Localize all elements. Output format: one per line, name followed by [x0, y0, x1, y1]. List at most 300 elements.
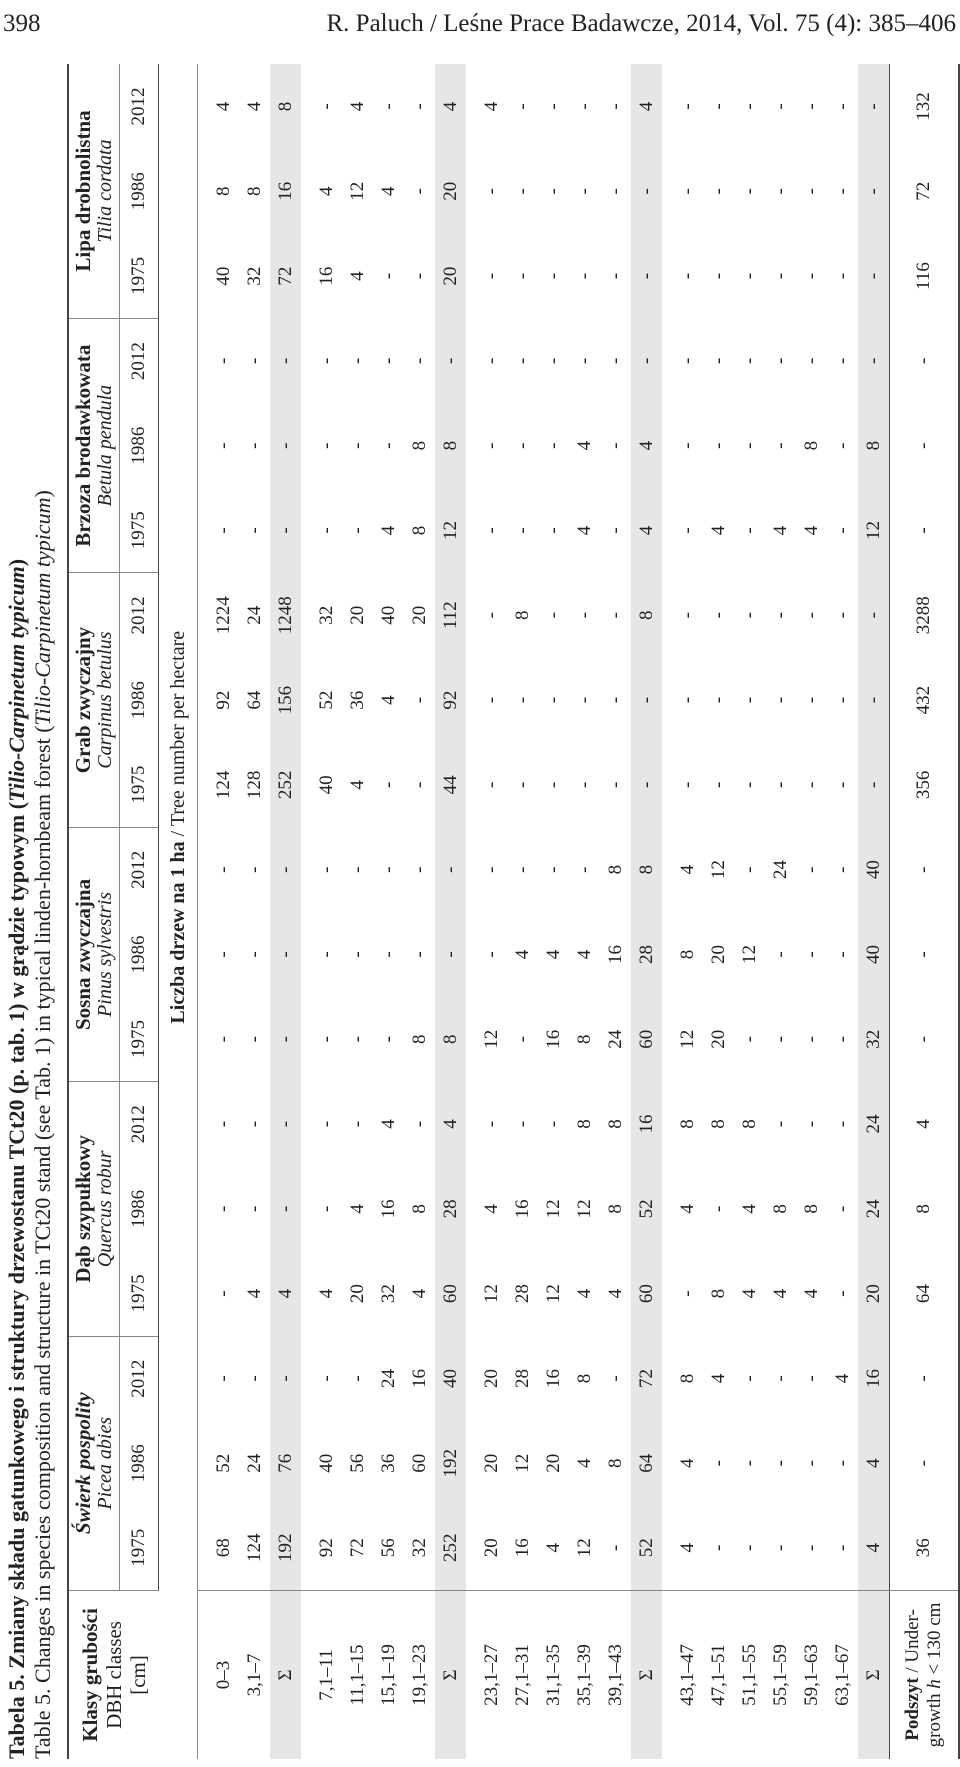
table-cell: - — [270, 488, 301, 573]
table-cell: - — [377, 781, 399, 789]
table-cell: - — [480, 866, 502, 873]
table-row — [466, 64, 507, 1759]
table-cell: - — [831, 612, 853, 619]
class-header: Klasy grubości DBH classes [cm] — [69, 1590, 159, 1759]
table-cell: - — [480, 272, 502, 280]
dbh-class: 23,1–27 — [466, 1590, 507, 1759]
table-cell: 4 — [890, 1082, 960, 1167]
table-cell: - — [769, 442, 791, 449]
table-row — [373, 64, 404, 1759]
table-cell: 128 — [243, 770, 265, 800]
table-cell: - — [707, 612, 729, 619]
table-cell: - — [315, 1375, 337, 1382]
table-cell: 4 — [800, 525, 822, 536]
table-cell: - — [831, 272, 853, 280]
year-header: 1986 — [120, 658, 159, 743]
table-cell: - — [346, 527, 368, 534]
table-cell: - — [511, 1120, 533, 1128]
table-cell: 4 — [480, 1204, 502, 1214]
table-cell: - — [542, 188, 564, 195]
table-cell: 64 — [890, 1251, 960, 1336]
table-cell: - — [573, 188, 595, 195]
table-cell: - — [480, 442, 502, 449]
table-cell: 4 — [408, 1288, 430, 1299]
table-cell: - — [769, 103, 791, 110]
dbh-class: 15,1–19 — [373, 1590, 404, 1759]
table-cell: 252 — [435, 1506, 466, 1591]
table-cell: - — [890, 827, 960, 912]
table-cell: - — [676, 1290, 698, 1297]
table-cell: 8 — [604, 1119, 626, 1129]
table-cell: - — [480, 527, 502, 534]
year-header: 1975 — [120, 234, 159, 319]
table-cell: 36 — [890, 1506, 960, 1591]
table-cell: - — [800, 696, 822, 704]
table-cell: - — [542, 866, 564, 873]
table-cell: 4 — [243, 101, 265, 112]
table-cell: 4 — [377, 525, 399, 536]
table-cell: - — [800, 781, 822, 789]
table-cell: 24 — [858, 1166, 890, 1251]
table-cell: 40 — [212, 266, 234, 286]
table-cell: - — [346, 866, 368, 873]
table-cell: - — [604, 103, 626, 110]
dbh-class: 31,1–35 — [538, 1590, 569, 1759]
table-cell: 4 — [542, 949, 564, 960]
table-cell: - — [800, 951, 822, 958]
table-cell: 12 — [858, 488, 890, 573]
table-cell: - — [890, 1421, 960, 1506]
table-cell: 4 — [377, 695, 399, 705]
table-cell: - — [604, 272, 626, 280]
table-cell: - — [631, 742, 662, 827]
species-header: Dąb szypułkowy Quercus robur — [69, 1082, 120, 1336]
table-cell: - — [831, 103, 853, 110]
table-cell: - — [377, 357, 399, 365]
table-cell: 40 — [315, 775, 337, 795]
table-cell: - — [480, 951, 502, 958]
table-cell: 40 — [435, 1336, 466, 1421]
table-cell: 4 — [631, 488, 662, 573]
table-cell: - — [738, 1460, 760, 1467]
dbh-class: 55,1–59 — [765, 1590, 796, 1759]
table-cell: 28 — [511, 1368, 533, 1388]
table-cell: 8 — [435, 403, 466, 488]
table-cell: 12 — [573, 1538, 595, 1558]
table-cell: - — [315, 442, 337, 449]
table-cell: - — [707, 1460, 729, 1467]
table-cell: 12 — [435, 488, 466, 573]
table-cell: - — [480, 188, 502, 195]
table-cell: 4 — [573, 1288, 595, 1299]
dbh-class: 63,1–67 — [827, 1590, 858, 1759]
table-cell: 8 — [800, 440, 822, 451]
table-cell: 4 — [573, 1458, 595, 1468]
dbh-class: Σ — [435, 1590, 466, 1759]
species-header: Grab zwyczajny Carpinus betulus — [69, 573, 120, 827]
table-cell: - — [511, 696, 533, 704]
table-cell: - — [738, 527, 760, 534]
table-cell: 8 — [769, 1204, 791, 1214]
table-cell: 4 — [315, 186, 337, 197]
table-cell: 60 — [408, 1453, 430, 1473]
table-cell: - — [831, 357, 853, 365]
table-cell: - — [831, 866, 853, 873]
year-header: 2012 — [120, 1082, 159, 1167]
table-cell: - — [408, 951, 430, 958]
table-cell: 8 — [435, 997, 466, 1082]
table-cell: 60 — [631, 997, 662, 1082]
table-cell: - — [315, 951, 337, 958]
table-cell: - — [243, 1205, 265, 1212]
table-cell: 12 — [738, 944, 760, 964]
table-cell: - — [858, 318, 890, 403]
running-head: R. Paluch / Leśne Prace Badawcze, 2014, Vol. 75 (4): 385–406 — [326, 10, 956, 37]
table-cell: - — [800, 1375, 822, 1382]
table-cell: - — [542, 442, 564, 449]
table-cell: - — [270, 1082, 301, 1167]
table-cell: 60 — [435, 1251, 466, 1336]
table-cell: 4 — [511, 949, 533, 960]
table-cell: 16 — [511, 1538, 533, 1558]
table-cell: 4 — [542, 1543, 564, 1553]
table-cell: - — [270, 1166, 301, 1251]
table-cell: 16 — [315, 266, 337, 286]
table-cell: - — [800, 612, 822, 619]
table-cell: 12 — [542, 1284, 564, 1304]
table-cell: 124 — [243, 1533, 265, 1563]
table-cell: 1248 — [270, 573, 301, 658]
table-cell: 4 — [377, 1119, 399, 1129]
table-cell: 112 — [435, 573, 466, 658]
table-cell: - — [676, 612, 698, 619]
dbh-class: 7,1–11 — [301, 1590, 342, 1759]
caption-polish: Tabela 5. Zmiany składu gatunkowego i struktury drzewostanu TCt20 (p. tab. 1) w grądzie typowym (Tilio-Carpinetum typicum) — [4, 558, 29, 1759]
table-cell: - — [377, 866, 399, 873]
table-cell: 20 — [858, 1251, 890, 1336]
table-cell: 252 — [270, 742, 301, 827]
sum-row — [858, 64, 890, 1759]
table-cell: 24 — [243, 605, 265, 625]
table-cell: 4 — [604, 1288, 626, 1299]
table-cell: 20 — [542, 1453, 564, 1473]
table-cell: 20 — [435, 234, 466, 319]
table-row — [301, 64, 342, 1759]
table-cell: 8 — [604, 1458, 626, 1468]
table-cell: - — [573, 272, 595, 280]
table-cell: 12 — [676, 1029, 698, 1049]
table-cell: 4 — [769, 525, 791, 536]
table-cell: - — [800, 357, 822, 365]
table-cell: 24 — [858, 1082, 890, 1167]
table-cell: - — [890, 912, 960, 997]
table-cell: - — [890, 403, 960, 488]
table-cell: 12 — [346, 181, 368, 201]
table-cell: 8 — [270, 64, 301, 149]
sum-row — [435, 64, 466, 1759]
table-cell: 72 — [270, 234, 301, 319]
table-cell: 116 — [890, 234, 960, 319]
table-cell: 8 — [676, 949, 698, 960]
species-header: Świerk pospolity Picea abies — [71, 1392, 116, 1535]
table-cell: - — [377, 272, 399, 280]
table-cell: - — [408, 1120, 430, 1128]
table-cell: - — [604, 781, 626, 789]
table-cell: - — [480, 781, 502, 789]
table-cell: - — [270, 912, 301, 997]
table-cell: - — [408, 781, 430, 789]
table-cell: 8 — [212, 186, 234, 197]
table-cell: 16 — [511, 1199, 533, 1219]
table-cell: - — [573, 357, 595, 365]
table-cell: 8 — [738, 1119, 760, 1129]
table-cell: - — [346, 357, 368, 365]
table-cell: - — [738, 1544, 760, 1551]
table-cell: - — [480, 357, 502, 365]
table-cell: - — [738, 612, 760, 619]
table-cell: 124 — [212, 770, 234, 800]
table-cell: 16 — [270, 149, 301, 234]
table-cell: - — [738, 1036, 760, 1043]
table-cell: 8 — [631, 827, 662, 912]
table-cell: 28 — [435, 1166, 466, 1251]
table-cell: - — [831, 1120, 853, 1128]
table-cell: - — [738, 442, 760, 449]
year-header: 2012 — [120, 573, 159, 658]
table-cell: - — [480, 612, 502, 619]
table-cell: - — [769, 1544, 791, 1551]
table-cell: - — [435, 912, 466, 997]
table-cell: 24 — [377, 1368, 399, 1388]
table-cell: 1224 — [212, 596, 234, 635]
table-cell: - — [542, 103, 564, 110]
table-cell: 8 — [573, 1373, 595, 1384]
dbh-class: 47,1–51 — [703, 1590, 734, 1759]
table-cell: - — [831, 188, 853, 195]
table-cell: - — [542, 1120, 564, 1128]
table-cell: - — [243, 1375, 265, 1382]
dbh-class: Σ — [858, 1590, 890, 1759]
year-header: 1986 — [120, 912, 159, 997]
table-cell: 8 — [243, 186, 265, 197]
table-cell: - — [315, 103, 337, 110]
table-cell: 8 — [707, 1288, 729, 1299]
table-cell: - — [604, 442, 626, 449]
year-header: 1975 — [120, 1506, 159, 1591]
dbh-class: 0–3 — [198, 1590, 240, 1759]
table-cell: 4 — [573, 440, 595, 451]
species-header: Brzoza brodawkowata Betula pendula — [69, 318, 120, 572]
table-cell: - — [890, 997, 960, 1082]
table-row — [662, 64, 703, 1759]
table-cell: - — [346, 1036, 368, 1043]
table-row — [569, 64, 600, 1759]
table-cell: 92 — [435, 658, 466, 743]
table-cell: - — [769, 272, 791, 280]
table-cell: 4 — [435, 64, 466, 149]
table-cell: 4 — [631, 64, 662, 149]
table-cell: - — [243, 442, 265, 449]
table-cell: - — [377, 103, 399, 110]
dbh-class: 27,1–31 — [507, 1590, 538, 1759]
table-cell: - — [212, 1036, 234, 1043]
table-cell: - — [542, 272, 564, 280]
table-cell: 32 — [315, 605, 337, 625]
table-cell: - — [511, 781, 533, 789]
table-cell: - — [315, 1205, 337, 1212]
table-cell: 8 — [408, 440, 430, 451]
table-cell: - — [511, 866, 533, 873]
table-cell: - — [377, 1036, 399, 1043]
year-header: 1986 — [120, 403, 159, 488]
table-cell: 8 — [408, 1034, 430, 1044]
table-cell: - — [604, 612, 626, 619]
table-cell: 8 — [800, 1204, 822, 1214]
table-row — [404, 64, 435, 1759]
table-cell: - — [858, 742, 890, 827]
dbh-class: 51,1–55 — [734, 1590, 765, 1759]
table-cell: - — [212, 951, 234, 958]
table-cell: - — [604, 357, 626, 365]
table-cell: - — [769, 696, 791, 704]
table-cell: - — [707, 1544, 729, 1551]
table-cell: 4 — [480, 101, 502, 112]
table-cell: - — [243, 1120, 265, 1128]
table-cell: - — [707, 357, 729, 365]
table-cell: 4 — [858, 1421, 890, 1506]
table-cell: - — [831, 696, 853, 704]
table-cell: - — [573, 612, 595, 619]
table-cell: 8 — [511, 610, 533, 621]
table-cell: - — [738, 1375, 760, 1382]
table-row — [538, 64, 569, 1759]
table-cell: - — [676, 527, 698, 534]
table-cell: - — [408, 188, 430, 195]
year-header: 2012 — [120, 1336, 159, 1421]
table-cell: - — [435, 827, 466, 912]
table-cell: - — [573, 103, 595, 110]
table-cell: - — [270, 318, 301, 403]
table-cell: 20 — [480, 1538, 502, 1558]
table-cell: 8 — [707, 1119, 729, 1129]
table-row — [827, 64, 858, 1759]
table-cell: - — [346, 951, 368, 958]
table-cell: - — [243, 357, 265, 365]
table-cell: - — [435, 318, 466, 403]
table-cell: - — [831, 951, 853, 958]
table-cell: - — [890, 488, 960, 573]
table-cell: 8 — [604, 864, 626, 875]
table-cell: 44 — [435, 742, 466, 827]
table-cell: - — [243, 866, 265, 873]
species-header: Lipa drobnolistna Tilia cordata — [69, 64, 120, 318]
table-cell: - — [480, 1120, 502, 1128]
table-cell: - — [377, 951, 399, 958]
table-cell: - — [707, 442, 729, 449]
table-cell: - — [315, 357, 337, 365]
table-cell: - — [408, 272, 430, 280]
table-cell: 4 — [243, 1288, 265, 1299]
year-header: 1975 — [120, 997, 159, 1082]
table-cell: - — [831, 781, 853, 789]
table-cell: 8 — [676, 1119, 698, 1129]
dbh-class: 3,1–7 — [239, 1590, 270, 1759]
table-cell: - — [676, 272, 698, 280]
table-cell: 4 — [707, 1373, 729, 1384]
year-header: 2012 — [120, 64, 159, 149]
table-cell: - — [631, 234, 662, 319]
table-cell: 8 — [890, 1166, 960, 1251]
dbh-class: Σ — [631, 1590, 662, 1759]
table-cell: 24 — [769, 860, 791, 880]
table-cell: 16 — [604, 944, 626, 964]
table-cell: 24 — [243, 1453, 265, 1473]
table-cell: - — [270, 997, 301, 1082]
table-cell: 8 — [573, 1034, 595, 1044]
table-cell: 32 — [243, 266, 265, 286]
table-cell: - — [676, 781, 698, 789]
caption-english: Table 5. Changes in species composition and structure in TCt20 stand (see Tab. 1) in typical linden-hornbeam forest (Tilio-Carpinetum typicum) — [30, 490, 55, 1759]
table-cell: 16 — [542, 1368, 564, 1388]
table-cell: 3288 — [890, 573, 960, 658]
dbh-class: 11,1–15 — [342, 1590, 373, 1759]
table-cell: 4 — [346, 271, 368, 281]
year-header: 1975 — [120, 1251, 159, 1336]
table-cell: - — [604, 1544, 626, 1551]
table-cell: 4 — [738, 1288, 760, 1299]
table-cell: 4 — [769, 1288, 791, 1299]
table-row — [796, 64, 827, 1759]
table-cell: 28 — [511, 1284, 533, 1304]
table-cell: - — [769, 781, 791, 789]
table-cell: 28 — [631, 912, 662, 997]
table-cell: 12 — [573, 1199, 595, 1219]
table-cell: 16 — [377, 1199, 399, 1219]
table-cell: - — [511, 188, 533, 195]
table-cell: - — [858, 234, 890, 319]
table-cell: - — [604, 527, 626, 534]
page-number: 398 — [3, 10, 41, 37]
table-row — [342, 64, 373, 1759]
table-cell: - — [480, 696, 502, 704]
table-cell: 76 — [270, 1421, 301, 1506]
table-cell: 72 — [631, 1336, 662, 1421]
dbh-class: 19,1–23 — [404, 1590, 435, 1759]
table-cell: - — [769, 357, 791, 365]
table-cell: - — [542, 357, 564, 365]
table-cell: - — [800, 103, 822, 110]
table-cell: 4 — [435, 1082, 466, 1167]
table-cell: 52 — [631, 1506, 662, 1591]
table-cell: 4 — [831, 1373, 853, 1384]
table-cell: - — [831, 1460, 853, 1467]
table-cell: - — [738, 781, 760, 789]
table-cell: - — [212, 527, 234, 534]
table-cell: - — [707, 188, 729, 195]
table-cell: - — [769, 1036, 791, 1043]
table-cell: - — [604, 188, 626, 195]
table-cell: 8 — [858, 403, 890, 488]
unit-row: Liczba drzew na 1 ha / Tree number per hectare — [159, 64, 198, 1590]
table-cell: - — [243, 951, 265, 958]
table-cell: 4 — [676, 864, 698, 875]
table-cell: - — [573, 781, 595, 789]
table-row — [198, 64, 240, 1759]
table-cell: - — [270, 1336, 301, 1421]
table-cell: 20 — [480, 1368, 502, 1388]
table-cell: 16 — [631, 1082, 662, 1167]
table-cell: - — [315, 1120, 337, 1128]
